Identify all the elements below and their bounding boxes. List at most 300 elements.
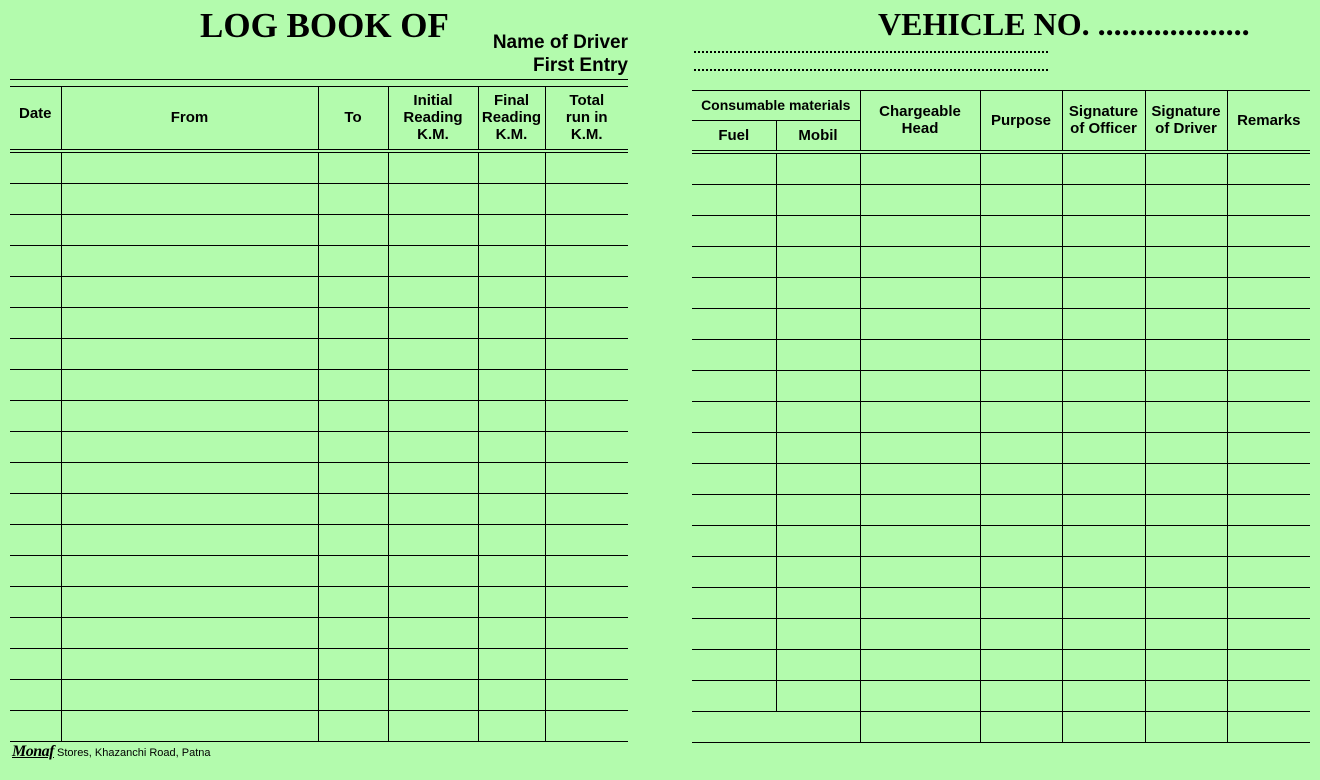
table-cell[interactable] <box>318 307 388 338</box>
table-cell[interactable] <box>388 648 478 679</box>
table-cell[interactable] <box>318 276 388 307</box>
table-cell[interactable] <box>1227 277 1310 308</box>
right-col-header-2 <box>980 91 1062 152</box>
table-cell[interactable] <box>1227 556 1310 587</box>
table-cell[interactable] <box>692 339 776 370</box>
table-cell[interactable] <box>318 617 388 648</box>
table-cell[interactable] <box>860 246 980 277</box>
table-cell[interactable] <box>776 339 860 370</box>
table-cell[interactable] <box>388 524 478 555</box>
table-cell[interactable] <box>1062 370 1145 401</box>
table-cell[interactable] <box>776 463 860 494</box>
table-cell[interactable] <box>1145 587 1227 618</box>
table-cell[interactable] <box>478 214 545 245</box>
table-cell[interactable] <box>1062 649 1145 680</box>
table-cell[interactable] <box>860 401 980 432</box>
table-cell[interactable] <box>776 215 860 246</box>
table-row <box>10 679 628 710</box>
table-cell[interactable] <box>545 679 628 710</box>
table-cell[interactable] <box>478 462 545 493</box>
table-cell[interactable] <box>318 183 388 214</box>
table-cell[interactable] <box>61 493 318 524</box>
table-cell[interactable] <box>1227 370 1310 401</box>
table-row <box>10 462 628 493</box>
table-cell[interactable] <box>980 680 1062 711</box>
table-row <box>10 183 628 214</box>
table-row <box>10 710 628 741</box>
table-cell[interactable] <box>1062 618 1145 649</box>
table-cell[interactable] <box>980 308 1062 339</box>
table-cell[interactable] <box>545 524 628 555</box>
table-cell[interactable] <box>61 214 318 245</box>
table-cell[interactable] <box>318 555 388 586</box>
table-cell[interactable] <box>61 369 318 400</box>
table-row <box>692 401 1310 432</box>
right-col-header-4 <box>1145 91 1227 152</box>
table-cell[interactable] <box>692 556 776 587</box>
table-cell[interactable] <box>860 184 980 215</box>
table-cell[interactable] <box>545 462 628 493</box>
table-cell[interactable] <box>10 679 61 710</box>
table-cell[interactable] <box>980 649 1062 680</box>
table-cell[interactable] <box>478 679 545 710</box>
table-cell[interactable] <box>478 493 545 524</box>
left-log-table <box>10 86 628 742</box>
table-cell[interactable] <box>318 586 388 617</box>
table-cell[interactable] <box>1145 525 1227 556</box>
left-col-header-6-line: run in <box>565 109 608 127</box>
vehicle-no-title: VEHICLE NO. ................... <box>878 6 1250 42</box>
table-cell[interactable] <box>1145 463 1227 494</box>
table-cell[interactable] <box>692 401 776 432</box>
table-cell[interactable] <box>860 152 980 185</box>
table-cell[interactable] <box>692 525 776 556</box>
table-cell[interactable] <box>1062 184 1145 215</box>
name-of-driver-label: Name of Driver <box>492 32 628 53</box>
left-col-header-3 <box>318 87 388 151</box>
table-cell[interactable] <box>692 618 776 649</box>
table-cell[interactable] <box>1227 680 1310 711</box>
table-cell[interactable] <box>980 215 1062 246</box>
table-cell[interactable] <box>318 648 388 679</box>
table-cell[interactable] <box>776 277 860 308</box>
table-cell[interactable] <box>776 649 860 680</box>
table-cell[interactable] <box>1062 711 1145 742</box>
table-cell[interactable] <box>61 462 318 493</box>
left-col-header-4-line: K.M. <box>417 126 449 144</box>
table-cell[interactable] <box>776 680 860 711</box>
table-cell[interactable] <box>388 586 478 617</box>
table-row <box>692 680 1310 711</box>
table-cell[interactable] <box>860 277 980 308</box>
table-cell[interactable] <box>692 308 776 339</box>
table-cell[interactable] <box>10 710 61 741</box>
left-col-header-6 <box>545 87 628 151</box>
table-cell[interactable] <box>860 525 980 556</box>
table-cell[interactable] <box>61 555 318 586</box>
table-cell[interactable] <box>776 556 860 587</box>
table-cell[interactable] <box>1145 277 1227 308</box>
table-row <box>692 152 1310 185</box>
table-cell[interactable] <box>61 245 318 276</box>
table-cell[interactable] <box>692 494 776 525</box>
table-cell[interactable] <box>776 152 860 185</box>
table-cell[interactable] <box>478 555 545 586</box>
table-row <box>692 246 1310 277</box>
table-cell[interactable] <box>10 586 61 617</box>
table-cell[interactable] <box>1145 432 1227 463</box>
table-cell[interactable] <box>980 184 1062 215</box>
table-cell[interactable] <box>10 493 61 524</box>
table-cell[interactable] <box>61 307 318 338</box>
table-cell[interactable] <box>692 246 776 277</box>
table-cell[interactable] <box>10 648 61 679</box>
table-cell[interactable] <box>776 494 860 525</box>
table-cell[interactable] <box>545 431 628 462</box>
table-cell[interactable] <box>980 494 1062 525</box>
table-cell[interactable] <box>860 308 980 339</box>
table-cell[interactable] <box>318 431 388 462</box>
table-cell[interactable] <box>1062 401 1145 432</box>
table-cell[interactable] <box>980 152 1062 185</box>
table-cell[interactable] <box>1062 680 1145 711</box>
table-cell[interactable] <box>860 649 980 680</box>
table-cell[interactable] <box>860 215 980 246</box>
table-cell[interactable] <box>1145 711 1227 742</box>
table-cell[interactable] <box>388 151 478 184</box>
dotted-line-1 <box>694 51 1048 53</box>
table-cell[interactable] <box>388 276 478 307</box>
table-cell[interactable] <box>61 338 318 369</box>
log-book-title: LOG BOOK OF <box>200 6 449 45</box>
table-cell[interactable] <box>478 710 545 741</box>
table-cell[interactable] <box>10 183 61 214</box>
table-cell[interactable] <box>545 586 628 617</box>
table-cell[interactable] <box>1062 556 1145 587</box>
table-cell[interactable] <box>776 587 860 618</box>
table-row <box>10 338 628 369</box>
table-cell[interactable] <box>776 432 860 463</box>
table-cell[interactable] <box>545 214 628 245</box>
table-cell[interactable] <box>478 648 545 679</box>
table-row <box>692 215 1310 246</box>
left-col-header-2-line: From <box>170 109 209 127</box>
table-cell[interactable] <box>1062 339 1145 370</box>
table-cell[interactable] <box>1062 152 1145 185</box>
table-cell[interactable] <box>980 401 1062 432</box>
table-cell[interactable] <box>545 307 628 338</box>
table-row <box>692 494 1310 525</box>
table-cell[interactable] <box>388 245 478 276</box>
table-cell[interactable] <box>10 617 61 648</box>
table-cell[interactable] <box>318 400 388 431</box>
table-cell[interactable] <box>860 587 980 618</box>
consumable-materials-header: Consumable materials <box>692 91 860 121</box>
table-row <box>692 711 1310 742</box>
table-cell[interactable] <box>980 711 1062 742</box>
table-cell[interactable] <box>10 276 61 307</box>
table-cell[interactable] <box>1227 711 1310 742</box>
table-cell[interactable] <box>1227 525 1310 556</box>
table-cell[interactable] <box>776 370 860 401</box>
table-cell[interactable] <box>1227 494 1310 525</box>
table-cell[interactable] <box>388 493 478 524</box>
table-cell[interactable] <box>1145 215 1227 246</box>
table-cell[interactable] <box>980 277 1062 308</box>
table-cell[interactable] <box>388 214 478 245</box>
table-cell[interactable] <box>388 679 478 710</box>
table-cell[interactable] <box>478 431 545 462</box>
table-cell[interactable] <box>1145 308 1227 339</box>
table-cell[interactable] <box>860 463 980 494</box>
table-cell[interactable] <box>10 524 61 555</box>
table-cell[interactable] <box>776 401 860 432</box>
table-cell[interactable] <box>692 463 776 494</box>
table-cell[interactable] <box>776 308 860 339</box>
table-cell[interactable] <box>388 462 478 493</box>
table-cell[interactable] <box>545 400 628 431</box>
table-cell[interactable] <box>692 215 776 246</box>
table-cell[interactable] <box>61 617 318 648</box>
table-cell[interactable] <box>692 587 776 618</box>
table-cell[interactable] <box>61 586 318 617</box>
dotted-line-2 <box>694 69 1048 71</box>
left-col-header-5 <box>478 87 545 151</box>
right-col-header-5-line: Remarks <box>1237 111 1301 129</box>
table-cell[interactable] <box>1227 401 1310 432</box>
table-cell[interactable] <box>478 245 545 276</box>
table-cell[interactable] <box>545 151 628 184</box>
right-log-table <box>692 90 1310 743</box>
table-cell[interactable] <box>692 711 860 742</box>
table-cell[interactable] <box>10 338 61 369</box>
table-cell[interactable] <box>860 494 980 525</box>
table-cell[interactable] <box>1227 618 1310 649</box>
table-cell[interactable] <box>318 369 388 400</box>
table-cell[interactable] <box>1145 494 1227 525</box>
table-cell[interactable] <box>478 183 545 214</box>
sub-col-header-mobil: Mobil <box>776 121 860 152</box>
table-cell[interactable] <box>545 493 628 524</box>
table-cell[interactable] <box>1145 649 1227 680</box>
right-col-header-3 <box>1062 91 1145 152</box>
table-cell[interactable] <box>860 432 980 463</box>
table-cell[interactable] <box>478 151 545 184</box>
table-cell[interactable] <box>388 617 478 648</box>
table-cell[interactable] <box>318 245 388 276</box>
table-cell[interactable] <box>1062 308 1145 339</box>
table-cell[interactable] <box>318 524 388 555</box>
table-cell[interactable] <box>545 369 628 400</box>
table-cell[interactable] <box>980 587 1062 618</box>
table-cell[interactable] <box>388 369 478 400</box>
table-cell[interactable] <box>860 339 980 370</box>
table-cell[interactable] <box>61 710 318 741</box>
table-cell[interactable] <box>318 214 388 245</box>
table-cell[interactable] <box>692 277 776 308</box>
table-cell[interactable] <box>1062 525 1145 556</box>
table-cell[interactable] <box>1227 246 1310 277</box>
table-cell[interactable] <box>545 617 628 648</box>
table-cell[interactable] <box>1227 339 1310 370</box>
table-cell[interactable] <box>10 400 61 431</box>
table-cell[interactable] <box>860 370 980 401</box>
table-row <box>692 308 1310 339</box>
table-cell[interactable] <box>478 276 545 307</box>
driver-info <box>493 31 628 77</box>
brand-logo: Monaf <box>12 743 54 760</box>
table-cell[interactable] <box>10 369 61 400</box>
right-col-header-1 <box>860 91 980 152</box>
table-cell[interactable] <box>1062 494 1145 525</box>
table-row <box>10 369 628 400</box>
table-cell[interactable] <box>860 618 980 649</box>
table-row <box>10 555 628 586</box>
table-cell[interactable] <box>1145 680 1227 711</box>
table-cell[interactable] <box>776 246 860 277</box>
table-cell[interactable] <box>10 151 61 184</box>
table-cell[interactable] <box>980 463 1062 494</box>
table-cell[interactable] <box>1145 246 1227 277</box>
table-cell[interactable] <box>980 339 1062 370</box>
table-cell[interactable] <box>388 555 478 586</box>
right-col-header-1-line: Head <box>901 120 939 138</box>
table-cell[interactable] <box>478 617 545 648</box>
footer <box>12 743 211 761</box>
table-cell[interactable] <box>1227 587 1310 618</box>
right-col-header-1-line: Chargeable <box>879 103 961 121</box>
table-cell[interactable] <box>980 556 1062 587</box>
table-cell[interactable] <box>10 555 61 586</box>
table-cell[interactable] <box>1145 370 1227 401</box>
table-cell[interactable] <box>545 648 628 679</box>
table-cell[interactable] <box>478 369 545 400</box>
table-cell[interactable] <box>1227 184 1310 215</box>
table-cell[interactable] <box>318 710 388 741</box>
table-cell[interactable] <box>1145 401 1227 432</box>
table-cell[interactable] <box>545 183 628 214</box>
table-cell[interactable] <box>1227 463 1310 494</box>
left-col-header-1 <box>10 87 61 151</box>
table-cell[interactable] <box>388 307 478 338</box>
table-cell[interactable] <box>61 400 318 431</box>
table-cell[interactable] <box>980 525 1062 556</box>
table-cell[interactable] <box>545 338 628 369</box>
table-cell[interactable] <box>860 711 980 742</box>
table-cell[interactable] <box>545 276 628 307</box>
table-row <box>10 400 628 431</box>
table-row <box>692 525 1310 556</box>
table-cell[interactable] <box>1062 246 1145 277</box>
table-cell[interactable] <box>980 370 1062 401</box>
left-col-header-6-line: K.M. <box>570 126 603 144</box>
table-cell[interactable] <box>61 524 318 555</box>
table-cell[interactable] <box>1145 556 1227 587</box>
table-cell[interactable] <box>388 400 478 431</box>
table-cell[interactable] <box>1145 184 1227 215</box>
table-cell[interactable] <box>61 431 318 462</box>
table-cell[interactable] <box>1145 618 1227 649</box>
table-row <box>10 493 628 524</box>
table-cell[interactable] <box>61 648 318 679</box>
table-cell[interactable] <box>1145 339 1227 370</box>
table-row <box>692 370 1310 401</box>
table-cell[interactable] <box>545 710 628 741</box>
table-cell[interactable] <box>1062 587 1145 618</box>
table-cell[interactable] <box>1062 215 1145 246</box>
table-cell[interactable] <box>1062 277 1145 308</box>
table-cell[interactable] <box>980 432 1062 463</box>
table-cell[interactable] <box>1062 463 1145 494</box>
table-cell[interactable] <box>61 276 318 307</box>
table-cell[interactable] <box>10 431 61 462</box>
table-cell[interactable] <box>10 307 61 338</box>
table-cell[interactable] <box>776 525 860 556</box>
table-cell[interactable] <box>318 462 388 493</box>
table-cell[interactable] <box>1227 649 1310 680</box>
left-top-rule <box>10 79 628 80</box>
table-cell[interactable] <box>478 338 545 369</box>
table-cell[interactable] <box>478 400 545 431</box>
table-cell[interactable] <box>1145 152 1227 185</box>
table-cell[interactable] <box>61 679 318 710</box>
table-cell[interactable] <box>692 649 776 680</box>
table-cell[interactable] <box>692 370 776 401</box>
table-cell[interactable] <box>776 618 860 649</box>
table-cell[interactable] <box>1227 215 1310 246</box>
table-cell[interactable] <box>545 245 628 276</box>
table-cell[interactable] <box>318 338 388 369</box>
table-cell[interactable] <box>692 680 776 711</box>
table-cell[interactable] <box>388 710 478 741</box>
table-cell[interactable] <box>10 214 61 245</box>
table-cell[interactable] <box>61 183 318 214</box>
table-cell[interactable] <box>478 586 545 617</box>
left-col-header-2 <box>61 87 318 151</box>
table-cell[interactable] <box>692 152 776 185</box>
table-cell[interactable] <box>1227 308 1310 339</box>
left-col-header-6-line: Total <box>569 92 605 110</box>
table-cell[interactable] <box>1227 432 1310 463</box>
table-cell[interactable] <box>318 679 388 710</box>
table-cell[interactable] <box>61 151 318 184</box>
table-cell[interactable] <box>860 680 980 711</box>
table-cell[interactable] <box>10 245 61 276</box>
first-entry-label: First Entry <box>532 55 628 76</box>
table-cell[interactable] <box>318 493 388 524</box>
table-cell[interactable] <box>318 151 388 184</box>
table-cell[interactable] <box>980 246 1062 277</box>
table-cell[interactable] <box>478 307 545 338</box>
footer-address: Stores, Khazanchi Road, Patna <box>57 747 211 759</box>
table-cell[interactable] <box>1227 152 1310 185</box>
table-row <box>692 463 1310 494</box>
table-cell[interactable] <box>388 183 478 214</box>
table-cell[interactable] <box>545 555 628 586</box>
table-cell[interactable] <box>1062 432 1145 463</box>
table-cell[interactable] <box>980 618 1062 649</box>
table-cell[interactable] <box>692 184 776 215</box>
table-cell[interactable] <box>478 524 545 555</box>
table-cell[interactable] <box>776 184 860 215</box>
table-cell[interactable] <box>388 338 478 369</box>
table-cell[interactable] <box>10 462 61 493</box>
table-row <box>692 618 1310 649</box>
right-col-header-2-line: Purpose <box>991 111 1052 129</box>
table-cell[interactable] <box>692 432 776 463</box>
table-cell[interactable] <box>860 556 980 587</box>
table-cell[interactable] <box>388 431 478 462</box>
